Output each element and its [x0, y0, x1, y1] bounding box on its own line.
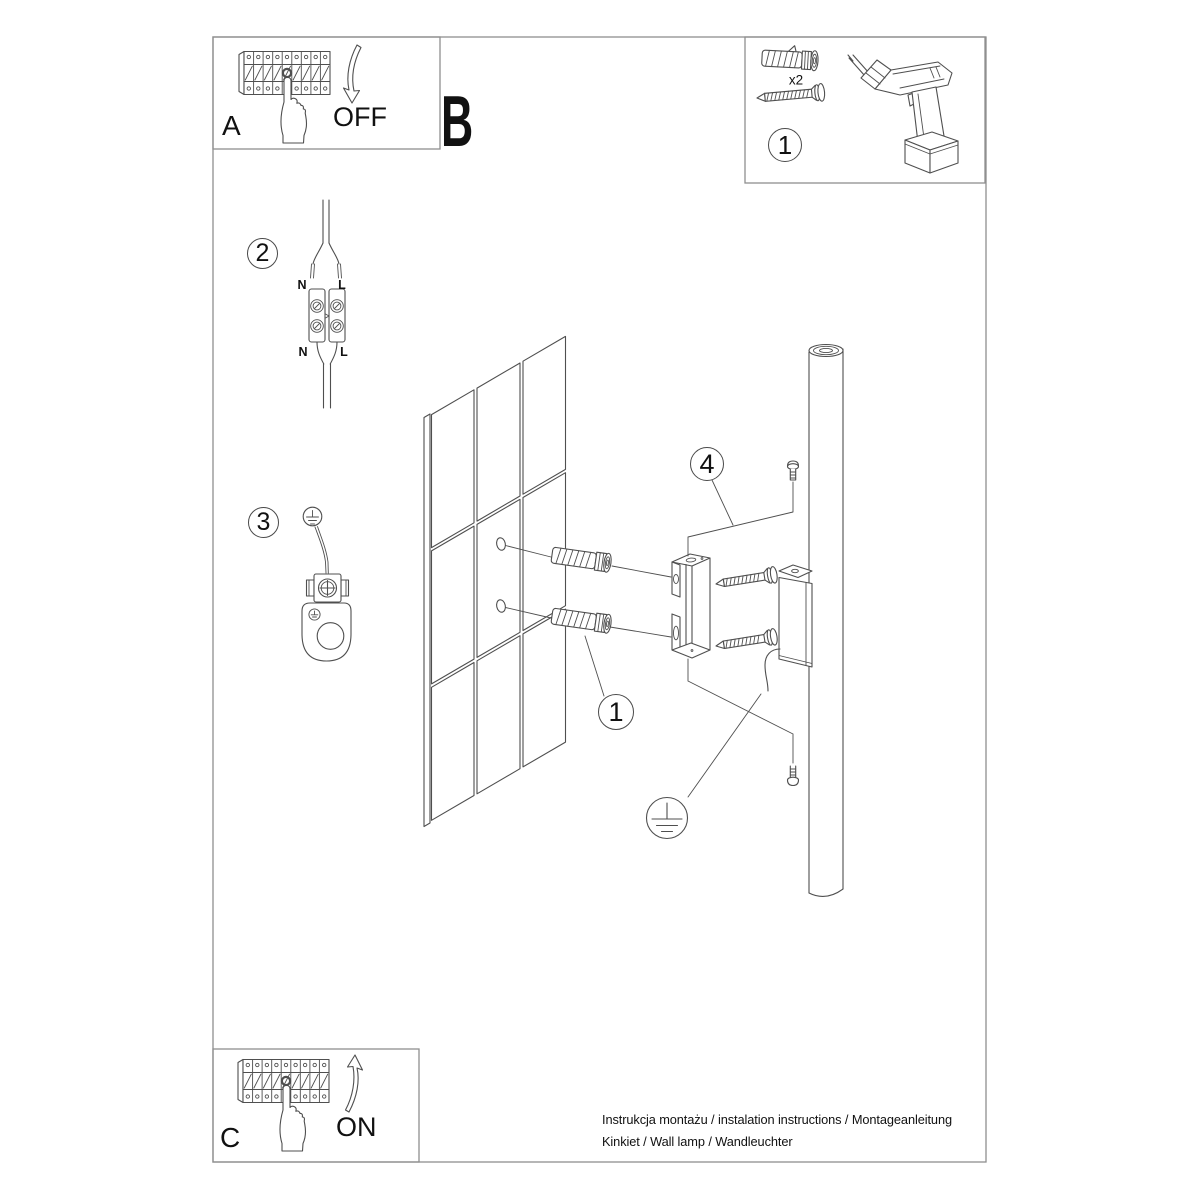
- section-b-label: B: [441, 82, 474, 162]
- lamp-housing-illustration: [765, 565, 812, 691]
- screw-icon: [715, 566, 779, 592]
- anchor-qty-label: x2: [788, 72, 804, 88]
- wire-neutral-bottom-label: N: [298, 345, 308, 359]
- fixing-screw-icon: [788, 766, 799, 786]
- drill-icon: [848, 55, 958, 173]
- callout-number: 1: [608, 696, 624, 727]
- wire-live-top-label: L: [338, 278, 346, 292]
- callout-1-parts-badge: [768, 128, 802, 162]
- arrow-up-icon: [346, 1055, 363, 1112]
- callout-number: 1: [777, 129, 793, 160]
- footer-line1: Instrukcja montażu / instalation instructions / Montageanleitung: [602, 1112, 952, 1127]
- section-c-label: C: [220, 1122, 241, 1153]
- arrow-down-icon: [344, 45, 362, 103]
- footer-line2: Kinkiet / Wall lamp / Wandleuchter: [602, 1134, 793, 1149]
- switch-on-label: ON: [336, 1112, 377, 1142]
- callout-number: 3: [256, 508, 271, 536]
- wall-plug-icon: [761, 44, 818, 71]
- callout-4-screws-badge: [690, 447, 724, 481]
- earth-terminal-illustration: [302, 507, 351, 661]
- callout-number: 2: [255, 239, 270, 267]
- screw-icon: [715, 628, 779, 654]
- earth-wire: [765, 649, 780, 691]
- wire-live-bottom-label: L: [340, 345, 348, 359]
- mounting-bracket-illustration: [672, 554, 710, 658]
- callout-2-wiring-badge: [247, 238, 278, 269]
- lamp-tube-illustration: [809, 345, 843, 897]
- fixing-screw-icon: [788, 461, 799, 480]
- ground-symbol-icon: [303, 507, 322, 526]
- wire-connector-illustration: [309, 200, 345, 408]
- ground-symbol-icon: [647, 798, 688, 839]
- wire-neutral-top-label: N: [297, 278, 307, 292]
- callout-number: 4: [699, 448, 715, 479]
- section-a-label: A: [222, 110, 241, 141]
- switch-off-label: OFF: [333, 102, 387, 132]
- wall-tiles-illustration: [424, 336, 566, 826]
- callout-1-anchors-badge: [598, 694, 634, 730]
- callout-3-ground-badge: [248, 507, 279, 538]
